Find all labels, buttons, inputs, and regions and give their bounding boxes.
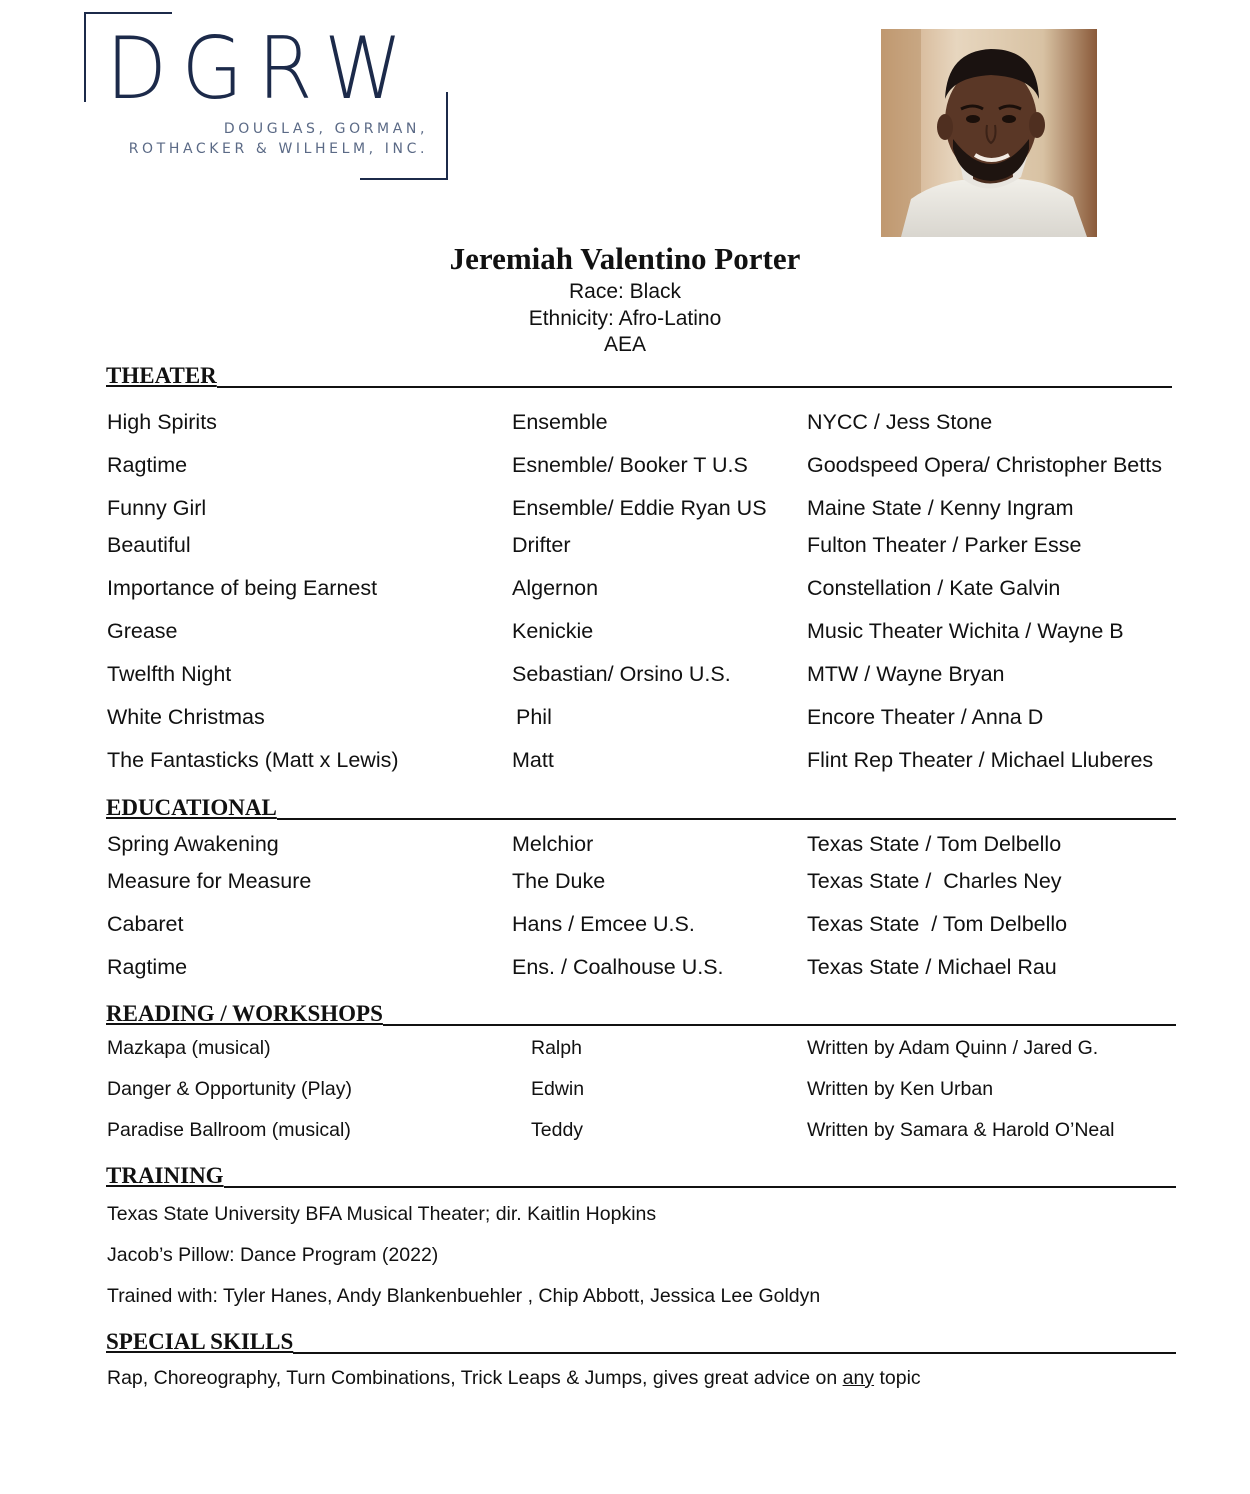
logo-letters: DGRW bbox=[106, 19, 418, 119]
show-title: Danger & Opportunity (Play) bbox=[107, 1078, 352, 1100]
role: Drifter bbox=[512, 533, 571, 557]
show-title: White Christmas bbox=[107, 705, 265, 729]
role: Hans / Emcee U.S. bbox=[512, 912, 695, 936]
race-line: Race: Black bbox=[568, 280, 682, 303]
role: Ensemble/ Eddie Ryan US bbox=[512, 496, 767, 520]
venue-director: Texas State / Tom Delbello bbox=[807, 912, 1068, 936]
section-title: EDUCATIONAL bbox=[106, 795, 277, 820]
venue-director: Constellation / Kate Galvin bbox=[807, 576, 1061, 600]
show-title: Measure for Measure bbox=[107, 869, 312, 893]
show-title: Twelfth Night bbox=[107, 662, 232, 686]
role: Matt bbox=[512, 748, 554, 772]
writer: Written by Adam Quinn / Jared G. bbox=[807, 1037, 1099, 1059]
venue-director: MTW / Wayne Bryan bbox=[807, 662, 1005, 686]
venue-director: Texas State / Tom Delbello bbox=[807, 832, 1062, 856]
logo-line-2: ROTHACKER & WILHELM, INC. bbox=[128, 141, 428, 157]
logo-line-1: DOUGLAS, GORMAN, bbox=[223, 121, 428, 137]
skills-emphasis: any bbox=[842, 1367, 875, 1389]
show-title: Funny Girl bbox=[107, 496, 207, 520]
show-title: Ragtime bbox=[107, 955, 188, 979]
venue-director: Flint Rep Theater / Michael Lluberes bbox=[807, 748, 1154, 772]
ethnicity-line: Ethnicity: Afro-Latino bbox=[528, 307, 722, 330]
show-title: Cabaret bbox=[107, 912, 184, 936]
section-readings bbox=[106, 996, 1176, 1026]
skills-text-end: topic bbox=[874, 1367, 921, 1389]
venue-director: Fulton Theater / Parker Esse bbox=[807, 533, 1082, 557]
role: The Duke bbox=[512, 869, 606, 893]
role: Ensemble bbox=[512, 410, 608, 434]
role: Ens. / Coalhouse U.S. bbox=[512, 955, 724, 979]
skills-text: Rap, Choreography, Turn Combinations, Trick Leaps & Jumps, gives great advice on bbox=[107, 1367, 843, 1389]
show-title: Spring Awakening bbox=[107, 832, 279, 856]
section-educational bbox=[106, 790, 1176, 820]
venue-director: Texas State / Michael Rau bbox=[807, 955, 1057, 979]
venue-director: Texas State / Charles Ney bbox=[807, 869, 1062, 893]
section-title: THEATER bbox=[106, 363, 217, 388]
show-title: Paradise Ballroom (musical) bbox=[107, 1119, 351, 1141]
role: Sebastian/ Orsino U.S. bbox=[512, 662, 731, 686]
section-title: TRAINING bbox=[106, 1163, 224, 1188]
headshot-photo bbox=[881, 29, 1097, 237]
role: Teddy bbox=[531, 1119, 584, 1141]
writer: Written by Ken Urban bbox=[807, 1078, 994, 1100]
role: Kenickie bbox=[512, 619, 594, 643]
show-title: Importance of being Earnest bbox=[107, 576, 378, 600]
role: Phil bbox=[516, 705, 552, 729]
venue-director: Encore Theater / Anna D bbox=[807, 705, 1044, 729]
section-title: SPECIAL SKILLS bbox=[106, 1329, 294, 1354]
role: Algernon bbox=[512, 576, 599, 600]
show-title: Ragtime bbox=[107, 453, 188, 477]
venue-director: Goodspeed Opera/ Christopher Betts bbox=[807, 453, 1162, 477]
training-item: Jacob’s Pillow: Dance Program (2022) bbox=[107, 1244, 439, 1266]
role: Ralph bbox=[531, 1037, 582, 1059]
show-title: Beautiful bbox=[107, 533, 191, 557]
venue-director: Music Theater Wichita / Wayne B bbox=[807, 619, 1124, 643]
union-line: AEA bbox=[603, 333, 647, 356]
show-title: Mazkapa (musical) bbox=[107, 1037, 271, 1059]
training-item: Trained with: Tyler Hanes, Andy Blankenbuehler , Chip Abbott, Jessica Lee Goldyn bbox=[107, 1285, 821, 1307]
training-item: Texas State University BFA Musical Theater; dir. Kaitlin Hopkins bbox=[107, 1203, 657, 1225]
section-training bbox=[106, 1158, 1176, 1188]
show-title: High Spirits bbox=[107, 410, 217, 434]
agency-logo bbox=[84, 12, 450, 182]
section-title: READING / WORKSHOPS bbox=[106, 1001, 383, 1026]
actor-name: Jeremiah Valentino Porter bbox=[449, 241, 801, 276]
skills-line bbox=[107, 1367, 921, 1390]
venue-director: Maine State / Kenny Ingram bbox=[807, 496, 1074, 520]
show-title: Grease bbox=[107, 619, 178, 643]
writer: Written by Samara & Harold O’Neal bbox=[807, 1119, 1115, 1141]
role: Melchior bbox=[512, 832, 594, 856]
venue-director: NYCC / Jess Stone bbox=[807, 410, 993, 434]
role: Edwin bbox=[531, 1078, 585, 1100]
section-theater bbox=[106, 358, 1172, 388]
role: Esnemble/ Booker T U.S bbox=[512, 453, 748, 477]
show-title: The Fantasticks (Matt x Lewis) bbox=[107, 748, 399, 772]
section-special-skills bbox=[106, 1324, 1176, 1354]
